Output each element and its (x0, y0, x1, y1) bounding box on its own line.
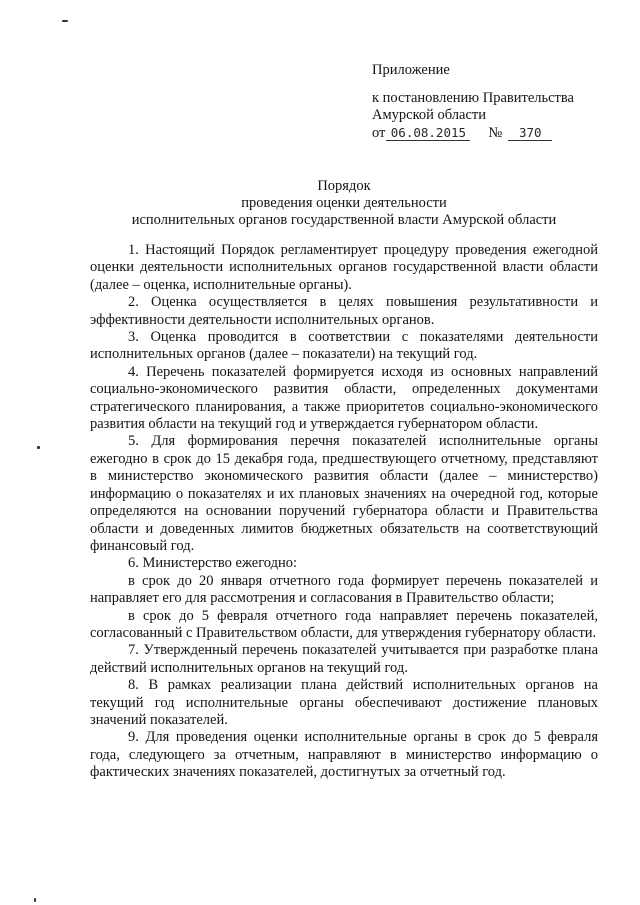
appendix-date-number-line (372, 125, 612, 143)
paragraph-4: 4. Перечень показателей формируется исходя из основных направлений социально-экономического развития области, определенных документами стратегического планирования, а также приоритетов социально-экономического развития области на текущий год и утверждается губернатором области. (90, 363, 598, 433)
date-prefix: от (372, 124, 386, 141)
appendix-ref-line-1: к постановлению Правительства (372, 89, 574, 106)
number-value: 370 (508, 125, 552, 141)
paragraph-5: 5. Для формирования перечня показателей исполнительные органы ежегодно в срок до 15 декабря года, предшествующего отчетному, представляют в министерство экономического развития области (далее – министерство) информацию о показателях и их плановых значениях на очередной год, которые определяются на основании поручений губернатора области и Правительства области и доведенных лимитов бюджетных обязательств на соответствующий финансовый год. (90, 433, 598, 554)
paragraph-1: 1. Настоящий Порядок регламентирует процедуру проведения ежегодной оценки деятельности исполнительных органов государственной власти области (далее – оценка, исполнительные органы). (90, 242, 598, 293)
paragraph-6: 6. Министерство ежегодно: (128, 555, 298, 572)
paragraph-6-item-1: в срок до 20 января отчетного года формирует перечень показателей и направляет его для рассмотрения и согласования в Правительство области; (90, 572, 598, 607)
scan-mark-top (62, 20, 68, 22)
scan-mark-left (37, 446, 40, 449)
title-line-1: Порядок (317, 178, 371, 194)
document-body (90, 242, 598, 782)
appendix-ref-line-2: Амурской области (372, 107, 486, 123)
scan-mark-bottom (34, 898, 36, 902)
appendix-block (372, 62, 612, 142)
paragraph-7: 7. Утвержденный перечень показателей учитывается при разработке плана действий исполнительных органов на текущий год. (90, 642, 598, 676)
paragraph-2: 2. Оценка осуществляется в целях повышения результативности и эффективности деятельности исполнительных органов. (90, 294, 598, 328)
number-sign: № (488, 124, 503, 141)
paragraph-8: 8. В рамках реализации плана действий исполнительных органов на текущий год исполнительные органы обеспечивают достижение плановых значений показателей. (90, 677, 598, 728)
appendix-label: Приложение (372, 62, 450, 78)
title-line-2: проведения оценки деятельности (241, 195, 447, 211)
paragraph-9: 9. Для проведения оценки исполнительные органы в срок до 5 февраля года, следующего за отчетным, направляют в министерство информацию о фактических значениях показателей, достигнутых за отчетный год. (90, 729, 598, 781)
document-title (86, 178, 602, 229)
paragraph-6-item-2: в срок до 5 февраля отчетного года направляет перечень показателей, согласованный с Правительством области, для утверждения губернатору области. (90, 607, 598, 641)
date-value: 06.08.2015 (386, 125, 470, 141)
paragraph-3: 3. Оценка проводится в соответствии с показателями деятельности исполнительных органов (далее – показатели) на текущий год. (90, 329, 598, 363)
title-line-3: исполнительных органов государственной власти Амурской области (131, 212, 557, 228)
